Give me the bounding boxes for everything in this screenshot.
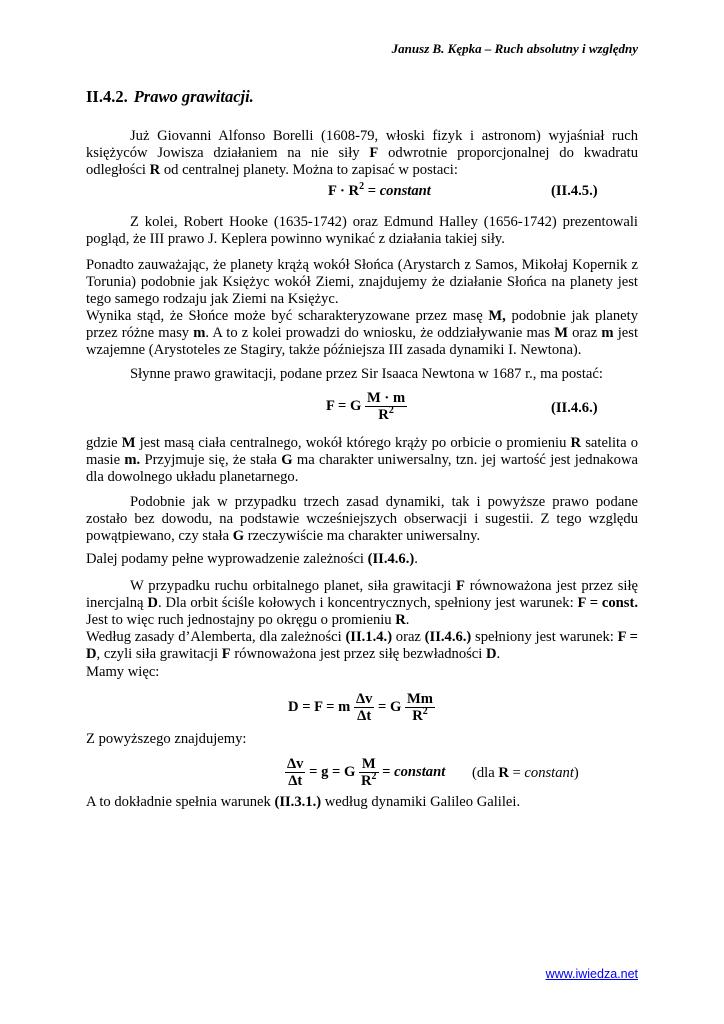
symbol-F: F <box>221 646 231 663</box>
symbol-m: m <box>601 325 614 342</box>
text: . <box>414 551 418 567</box>
note-text: (dla <box>472 765 499 781</box>
equation-reference: (II.1.4.) <box>345 629 393 645</box>
symbol-M: M <box>121 435 136 451</box>
text: odwrotnie proporcjonalnej do kwadratu odległości <box>86 145 638 179</box>
eq-fraction <box>365 390 407 423</box>
eq-mid: = G <box>374 698 402 715</box>
eq-den-text: R <box>412 708 423 724</box>
note-text: = <box>508 765 525 781</box>
symbol-R: R <box>498 765 509 781</box>
text: . <box>405 612 410 629</box>
paragraph-newton <box>86 366 638 383</box>
eq-exponent: 2 <box>422 706 428 718</box>
section-title: Prawo grawitacji. <box>133 87 254 106</box>
symbol-R: R <box>149 162 161 179</box>
eq-fraction <box>359 756 379 789</box>
text: Dalej podamy pełne wyprowadzenie zależności <box>86 551 368 567</box>
symbol-M: M, <box>488 308 506 324</box>
equation-reference: (II.4.6.) <box>424 629 472 645</box>
symbol-D: D <box>485 646 497 663</box>
text: rzeczywiście ma charakter uniwersalny. <box>244 528 481 545</box>
eq-denominator: Δt <box>288 773 303 789</box>
paragraph-masses <box>86 308 638 360</box>
symbol-G: G <box>281 452 293 469</box>
eq-numerator: Δv <box>355 691 373 707</box>
condition: F = D <box>86 629 638 663</box>
eq-lhs: F · R <box>328 183 360 199</box>
equation-reference: (II.3.1.) <box>274 794 322 810</box>
text: ma charakter uniwersalny, tzn. jej wartość jest jednakowa dla dowolnego układu planetarnego. <box>86 452 638 486</box>
text: satelita o masie <box>86 435 638 469</box>
text: Przyjmuje się, że stała <box>140 452 282 469</box>
text: A to dokładnie spełnia warunek <box>86 794 275 810</box>
eq-numerator: M · m <box>367 390 406 406</box>
text: równoważona jest przez siłę bezwładności <box>230 646 486 663</box>
eq-numerator: Δv <box>287 756 304 772</box>
eq-rhs: constant <box>394 763 446 780</box>
text: Jest to więc ruch jednostajny po okręgu o promieniu <box>86 612 396 629</box>
symbol-D: D <box>147 595 158 612</box>
note-constant: constant <box>524 765 574 781</box>
eq-numerator: Mm <box>407 691 433 707</box>
symbol-F: F <box>456 578 465 594</box>
eq-denominator <box>359 773 379 789</box>
text: Według zasady d’Alemberta, dla zależności <box>86 629 346 645</box>
text: W przypadku ruchu orbitalnego planet, siła grawitacji <box>130 578 457 594</box>
text: Ponadto zauważając, że planety krążą wokół Słońca (Arystarch z Samos, Mikołaj Kopernik z Torunia) podobnie jak Księżyc wokół Ziemi, znajdujemy że działanie Słońca na planety jest tego samego rodzaju jak Ziemi na Księżyc. <box>86 257 638 308</box>
text: oraz <box>392 629 425 645</box>
text: Już Giovanni Alfonso Borelli (1608-79, włoski fizyk i astronom) wyjaśniał ruch księżyców Jowisza działaniem na nie siły <box>86 128 638 162</box>
text: gdzie <box>86 435 122 451</box>
symbol-R: R <box>570 435 582 451</box>
text: Mamy więc: <box>86 664 160 680</box>
equation-II-4-6 <box>326 390 407 423</box>
text: Słynne prawo grawitacji, podane przez Sir Isaaca Newtona w 1687 r., ma postać: <box>130 366 603 382</box>
equation-number: (II.4.6.) <box>551 400 598 416</box>
paragraph-no-proof <box>86 494 638 546</box>
eq-exponent: 2 <box>359 181 365 193</box>
paragraph-definitions <box>86 435 638 487</box>
eq-denominator <box>365 407 407 423</box>
paragraph-hooke <box>86 214 638 248</box>
footer-website-link[interactable]: www.iwiedza.net <box>545 967 638 981</box>
text: jest masą ciała centralnego, wokół którego krąży po orbicie o promieniu <box>135 435 571 451</box>
symbol-R: R <box>395 612 406 629</box>
eq-den-text: R <box>378 407 389 423</box>
text: oraz <box>567 325 602 342</box>
eq-denominator <box>405 708 435 724</box>
text: , czyli siła grawitacji <box>96 646 222 663</box>
text: Wynika stąd, że Słońce może być scharakteryzowane przez masę <box>86 308 489 324</box>
eq-sign: = <box>364 183 380 199</box>
text: . <box>496 646 501 663</box>
section-number: II.4.2. <box>86 87 128 106</box>
eq-lhs: D = F = m <box>288 698 351 715</box>
symbol-F: F <box>369 145 379 162</box>
eq-exponent: 2 <box>388 405 394 417</box>
paragraph-powyzszego <box>86 731 638 748</box>
symbol-m: m. <box>124 452 141 469</box>
text: Podobnie jak w przypadku trzech zasad dynamiki, tak i powyższe prawo podane zostało bez dowodu, na podstawie wcześniejszych obserwacji i sugestii. Z tego względu powątpiewano, czy stała <box>86 494 638 545</box>
paragraph-borelli <box>86 128 638 180</box>
equation-II-4-5 <box>328 183 431 200</box>
text: . Dla orbit ściśle kołowych i koncentrycznych, spełniony jest warunek: <box>157 595 578 612</box>
text: spełniony jest warunek: <box>471 629 618 645</box>
eq-numerator: M <box>359 756 379 773</box>
eq-rhs: constant <box>379 183 431 199</box>
symbol-m: m <box>193 325 206 342</box>
eq-fraction <box>354 691 374 724</box>
eq-den-text: R <box>360 773 372 789</box>
text: według dynamiki Galileo Galilei. <box>321 794 521 810</box>
eq-exponent: 2 <box>371 771 377 783</box>
eq-denominator: Δt <box>357 708 372 724</box>
equation-note <box>472 765 579 782</box>
text: Z kolei, Robert Hooke (1635-1742) oraz Edmund Halley (1656-1742) prezentowali pogląd, że III prawo J. Keplera powinno wynikać z działania takiej siły. <box>86 214 638 248</box>
section-heading <box>86 88 254 105</box>
paragraph-galileo <box>86 794 638 811</box>
equation-d-equals-f <box>288 691 435 724</box>
text: równoważona jest przez siłę inercjalną <box>86 578 638 612</box>
text: Z powyższego znajdujemy: <box>86 731 247 747</box>
symbol-G: G <box>232 528 245 545</box>
text: jest wzajemne (Arystoteles ze Stagiry, także późniejsza III zasada dynamiki I. Newtona). <box>86 325 638 359</box>
text: . A to z kolei prowadzi do wniosku, że oddziaływanie mas <box>205 325 555 342</box>
paragraph-orbital <box>86 578 638 630</box>
eq-mid: = g = G <box>305 763 356 780</box>
text: od centralnej planety. Można to zapisać w postaci: <box>160 162 458 179</box>
equation-reference: (II.4.6.) <box>367 551 415 567</box>
eq-lhs: F = G <box>326 397 362 414</box>
text: podobnie jak planety przez różne masy <box>86 308 638 342</box>
symbol-M: M <box>554 325 568 342</box>
paragraph-planets <box>86 257 638 309</box>
paragraph-dalembert <box>86 629 638 663</box>
paragraph-mamy <box>86 664 638 681</box>
eq-sign: = <box>378 763 395 780</box>
equation-acceleration <box>285 756 445 789</box>
running-header: Janusz B. Kępka – Ruch absolutny i względny <box>391 41 638 56</box>
paragraph-derivation <box>86 551 638 568</box>
note-text: ) <box>573 765 579 781</box>
equation-number: (II.4.5.) <box>551 183 598 199</box>
eq-fraction <box>285 756 305 789</box>
eq-fraction <box>405 691 435 724</box>
condition: F = const. <box>577 595 638 612</box>
